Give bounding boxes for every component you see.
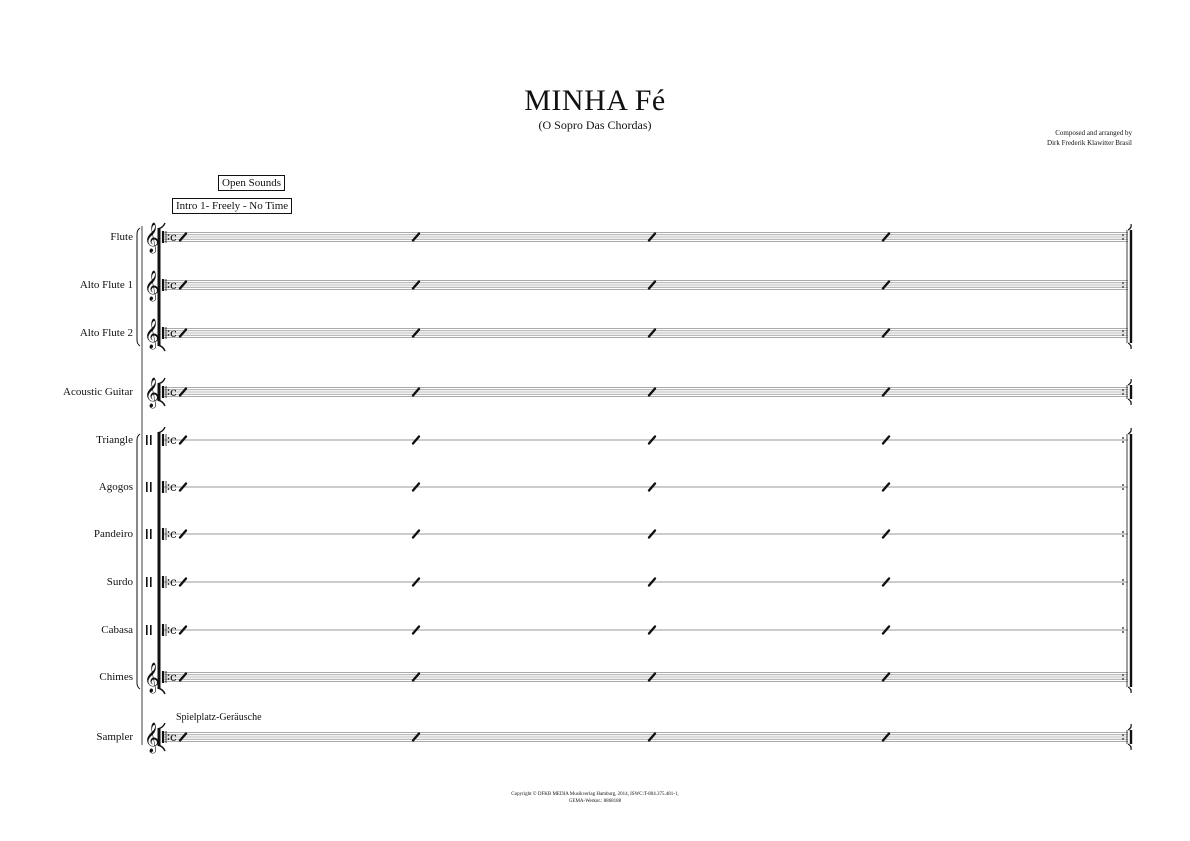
instrument-label-triangle: Triangle [96, 434, 133, 446]
repeat-dot [1122, 238, 1124, 240]
instrument-label-surdo: Surdo [106, 576, 133, 588]
percussion-clef-icon [150, 482, 152, 492]
treble-clef-icon: 𝄞 [144, 319, 160, 349]
repeat-dot [1122, 282, 1124, 284]
treble-clef-icon: 𝄞 [144, 378, 160, 408]
percussion-clef-icon [146, 482, 148, 492]
repeat-wing [1128, 744, 1131, 750]
repeat-dot [1122, 631, 1124, 633]
treble-clef-icon: 𝄞 [144, 723, 160, 753]
bracket-percussion-top-wing [158, 427, 166, 433]
repeat-dot [1122, 488, 1124, 490]
sub-bracket-percussion [137, 434, 140, 689]
time-signature: c [170, 326, 177, 340]
repeat-dot [1122, 393, 1124, 395]
repeat-dot [1122, 484, 1124, 486]
treble-clef-icon: 𝄞 [144, 271, 160, 301]
repeat-dot [1122, 389, 1124, 391]
instrument-label-sampler: Sampler [96, 731, 133, 743]
time-signature: c [170, 480, 177, 494]
percussion-clef-icon [146, 577, 148, 587]
repeat-wing [1128, 687, 1131, 693]
repeat-dot [1122, 286, 1124, 288]
treble-clef-icon: 𝄞 [144, 663, 160, 693]
time-signature: c [170, 433, 177, 447]
time-signature: c [170, 385, 177, 399]
instrument-label-flute: Flute [110, 231, 133, 243]
copyright-footer [0, 791, 1190, 805]
time-signature: c [170, 670, 177, 684]
repeat-dot [1122, 674, 1124, 676]
repeat-wing [1128, 724, 1131, 730]
score-subtitle: (O Sopro Das Chordas) [538, 118, 652, 132]
repeat-dot [1122, 583, 1124, 585]
instrument-label-chimes: Chimes [99, 671, 133, 683]
repeat-dot [1122, 579, 1124, 581]
time-signature: c [170, 575, 177, 589]
score-title: MINHA Fé [524, 84, 666, 117]
time-signature: c [170, 278, 177, 292]
expression-text: Spielplatz-Geräusche [176, 712, 262, 723]
repeat-dot [1122, 535, 1124, 537]
percussion-clef-icon [150, 625, 152, 635]
time-signature: c [170, 527, 177, 541]
treble-clef-icon: 𝄞 [144, 223, 160, 253]
rehearsal-mark: Open Sounds [218, 175, 285, 191]
composer-line-1: Composed and arranged by [1055, 129, 1132, 137]
time-signature: c [170, 623, 177, 637]
instrument-label-alto-flute-2: Alto Flute 2 [79, 327, 133, 339]
percussion-clef-icon [146, 625, 148, 635]
instrument-label-agogos: Agogos [98, 481, 133, 493]
tempo-marking: Intro 1- Freely - No Time [172, 198, 292, 214]
repeat-wing [1128, 428, 1131, 434]
percussion-clef-icon [146, 529, 148, 539]
percussion-clef-icon [150, 529, 152, 539]
repeat-dot [1122, 334, 1124, 336]
percussion-clef-icon [150, 435, 152, 445]
instrument-label-cabasa: Cabasa [101, 624, 133, 636]
repeat-dot [1122, 531, 1124, 533]
percussion-clef-icon [150, 577, 152, 587]
copyright-line-2: GEMA-Werknr.: 8868188 [568, 799, 622, 804]
repeat-dot [1122, 330, 1124, 332]
repeat-dot [1122, 437, 1124, 439]
repeat-dot [1122, 738, 1124, 740]
time-signature: c [170, 730, 177, 744]
repeat-dot [1122, 234, 1124, 236]
instrument-label-pandeiro: Pandeiro [93, 528, 133, 540]
repeat-dot [1122, 441, 1124, 443]
time-signature: c [170, 230, 177, 244]
instrument-label-alto-flute-1: Alto Flute 1 [79, 279, 133, 291]
composer-line-2: Dirk Frederik Klawitter Brasil [1047, 139, 1132, 147]
repeat-wing [1128, 343, 1131, 349]
repeat-dot [1122, 734, 1124, 736]
copyright-line-1: Copyright © DFKB MEDIA Musikverlag Hamburg, 2014, ISWC:T-804.375.481-1, [511, 792, 679, 797]
sub-bracket-winds [137, 228, 140, 346]
percussion-clef-icon [146, 435, 148, 445]
repeat-dot [1122, 678, 1124, 680]
repeat-dot [1122, 627, 1124, 629]
repeat-wing [1128, 224, 1131, 230]
instrument-label-acoustic-guitar: Acoustic Guitar [63, 386, 133, 398]
repeat-wing [1128, 399, 1131, 405]
repeat-wing [1128, 379, 1131, 385]
